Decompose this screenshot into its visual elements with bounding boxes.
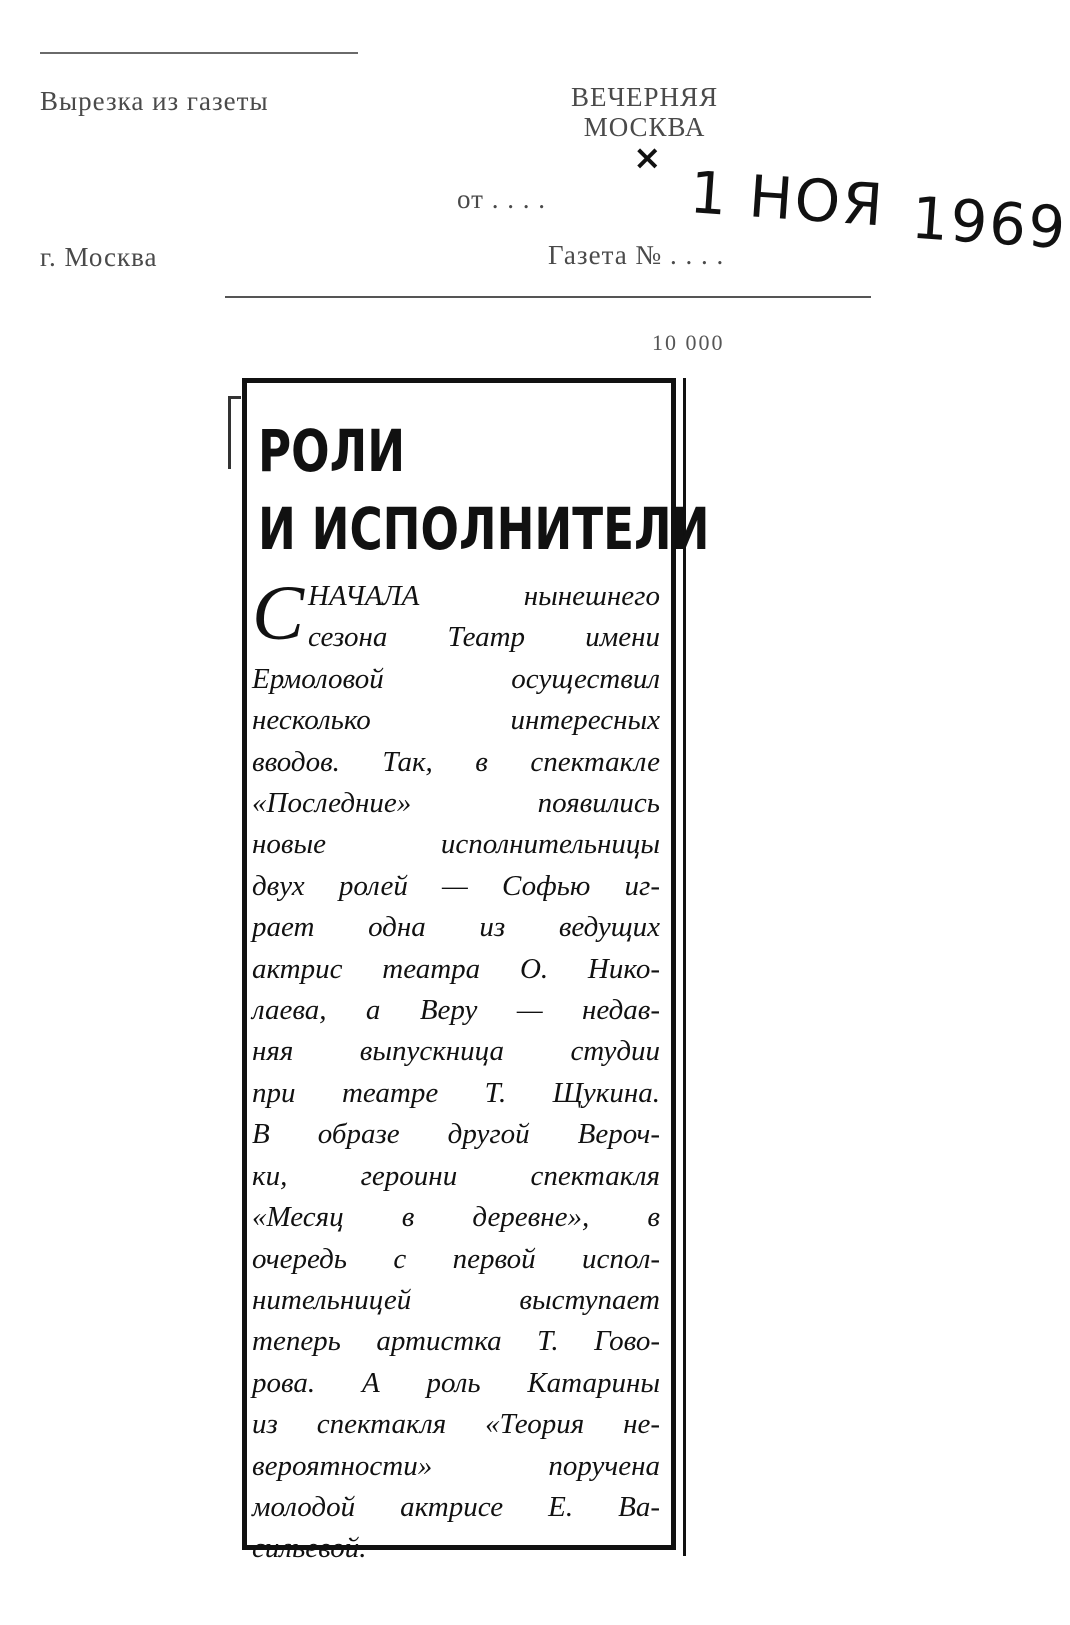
article-headline bbox=[258, 412, 709, 568]
issue-number-label: Газета № . . . . bbox=[548, 240, 725, 270]
date-stamp-day-month: 1 НОЯ bbox=[687, 158, 887, 240]
newspaper-name bbox=[571, 82, 718, 142]
date-stamp-year: 1969 bbox=[909, 183, 1070, 263]
article-line: из спектакля «Теория не- bbox=[252, 1408, 660, 1441]
article-line: актрис театра О. Нико- bbox=[252, 952, 660, 985]
article-drop-cap: С bbox=[252, 569, 305, 656]
article-line: несколько интересных bbox=[252, 704, 660, 737]
date-from-label: от . . . . bbox=[457, 184, 546, 214]
clipping-edge-mark bbox=[228, 396, 241, 469]
article-line: ки, героини спектакля bbox=[252, 1159, 660, 1192]
newspaper-name-line2: МОСКВА bbox=[583, 112, 706, 142]
headline-line-2: И ИСПОЛНИТЕЛИ bbox=[258, 495, 710, 563]
article-line: очередь с первой испол- bbox=[252, 1242, 660, 1275]
header-divider bbox=[225, 296, 871, 298]
article-line: лаева, а Веру — недав- bbox=[252, 994, 660, 1027]
newspaper-name-line1: ВЕЧЕРНЯЯ bbox=[571, 82, 719, 112]
article-line: «Последние» появились bbox=[252, 787, 660, 820]
clipping-label: Вырезка из газеты bbox=[40, 86, 269, 116]
article-line: рова. А роль Катарины bbox=[252, 1366, 660, 1399]
circulation-label: 10 000 bbox=[652, 330, 725, 355]
article-line: двух ролей — Софью иг- bbox=[252, 869, 660, 902]
headline-line-1: РОЛИ bbox=[258, 417, 406, 485]
article-body bbox=[252, 569, 660, 1570]
article-line: теперь артистка Т. Гово- bbox=[252, 1325, 660, 1358]
article-line: нительницей выступает bbox=[252, 1283, 660, 1316]
article-line: НАЧАЛА нынешнего bbox=[308, 580, 660, 612]
article-line: молодой актрисе Е. Ва- bbox=[252, 1490, 660, 1523]
article-line: няя выпускница студии bbox=[252, 1035, 660, 1068]
city-label: г. Москва bbox=[40, 242, 158, 272]
article-line: Ермоловой осуществил bbox=[252, 662, 660, 695]
article-line: В образе другой Вероч- bbox=[252, 1118, 660, 1151]
article-line: рает одна из ведущих bbox=[252, 911, 660, 944]
article-line: сильевой. bbox=[252, 1532, 367, 1565]
article-line: при театре Т. Щукина. bbox=[252, 1076, 660, 1109]
article-line: «Месяц в деревне», в bbox=[252, 1201, 660, 1234]
date-stamp bbox=[687, 158, 1070, 263]
stamp-cross-mark: × bbox=[633, 138, 662, 178]
article-line: новые исполнительницы bbox=[252, 828, 660, 861]
article-line: сезона Театр имени bbox=[308, 621, 660, 654]
article-line: вводов. Так, в спектакле bbox=[252, 745, 660, 778]
article-line: вероятности» поручена bbox=[252, 1449, 660, 1482]
top-rule bbox=[40, 52, 358, 54]
